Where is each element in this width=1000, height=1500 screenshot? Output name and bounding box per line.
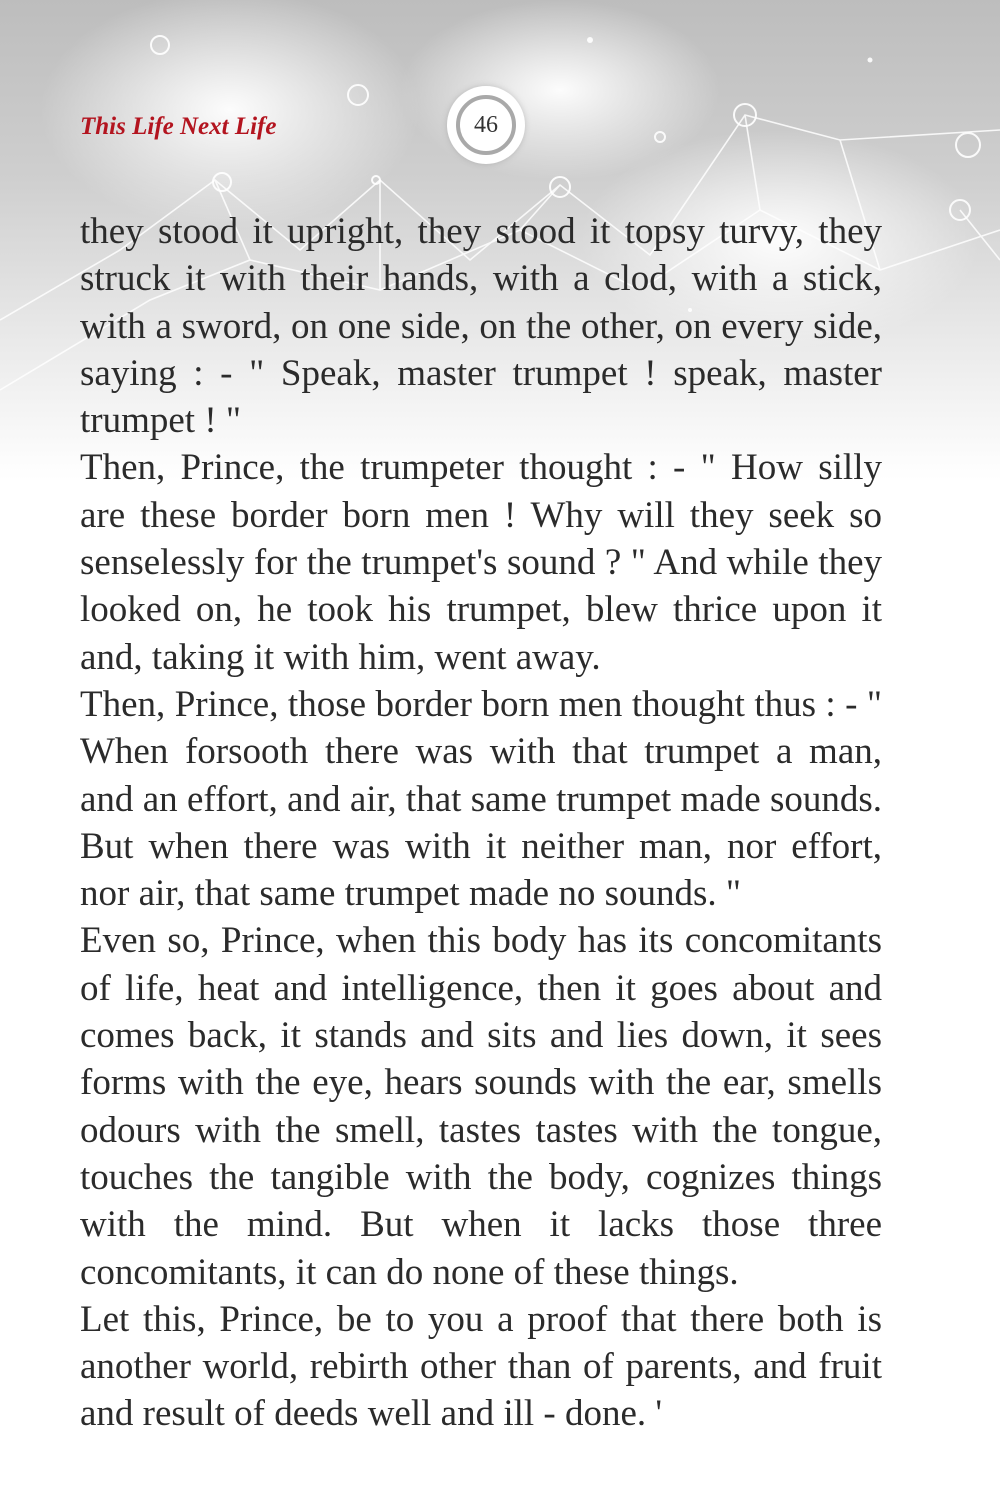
paragraph: they stood it upright, they stood it topsy turvy, they struck it with their hands, with a clod, with a stick, with a sword, on one side, on the other, on every side, saying : - " Speak, master trumpet ! speak, master trumpet ! "	[80, 211, 882, 442]
paragraph: Let this, Prince, be to you a proof that there both is another world, rebirth other than of parents, and fruit and result of deeds well and ill - done. '	[80, 1298, 882, 1435]
paragraph: Even so, Prince, when this body has its concomitants of life, heat and intelligence, then it goes about and comes back, it stands and sits and lies down, it sees forms with the eye, hears sounds with the ear, smells odours with the smell, tastes tastes with the tongue, touches the tangible with the body, cognizes things with the mind. But when it lacks those three concomitants, it can do none of these things.	[80, 920, 882, 1293]
page-number: 46	[474, 112, 498, 138]
page-number-badge	[447, 86, 525, 164]
running-title: This Life Next Life	[80, 113, 277, 140]
paragraph: Then, Prince, the trumpeter thought : - " How silly are these border born men ! Why will they seek so senselessly for the trumpet's sound ? " And while they looked on, he took his trumpet, blew thrice upon it and, taking it with him, went away.	[80, 447, 882, 678]
body-text	[80, 208, 882, 1438]
paragraph: Then, Prince, those border born men thought thus : - " When forsooth there was with that trumpet a man, and an effort, and air, that same trumpet made sounds. But when there was with it neither man, nor effort, nor air, that same trumpet made no sounds. "	[80, 683, 882, 915]
